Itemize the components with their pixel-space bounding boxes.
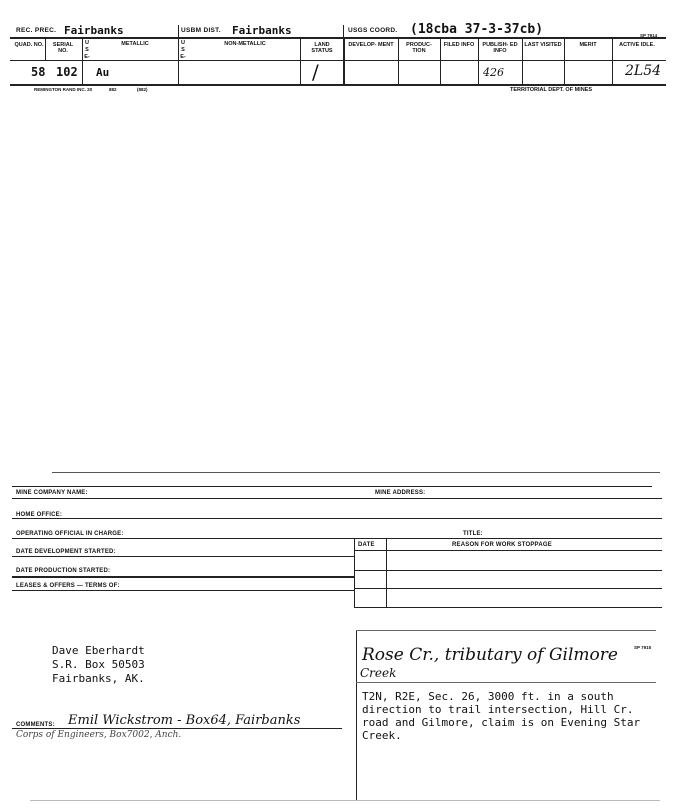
divider [52, 472, 660, 473]
divider [398, 38, 399, 85]
printer-code1: 882 [109, 87, 117, 92]
col-quad-no: QUAD. NO. [14, 42, 44, 48]
date-development-label: DATE DEVELOPMENT STARTED: [16, 549, 116, 555]
divider [45, 38, 46, 60]
mine-company-name-label: MINE COMPANY NAME: [16, 490, 88, 496]
department: TERRITORIAL DEPT. OF MINES [510, 87, 592, 93]
col-metallic: METALLIC [121, 41, 149, 47]
mine-address-label: MINE ADDRESS: [375, 490, 426, 496]
date-col-label: DATE [358, 542, 375, 548]
divider [564, 38, 565, 85]
divider [440, 38, 441, 85]
row-serial: 102 [56, 65, 78, 79]
divider [12, 486, 652, 487]
divider [82, 38, 83, 85]
location-typed-text: T2N, R2E, Sec. 26, 3000 ft. in a south direction to trail intersection, Hill Cr. road and Gilmore, claim is on Evening Star Creek. [362, 690, 641, 742]
col-development: DEVELOP- MENT [348, 42, 394, 48]
divider [354, 570, 662, 571]
col-use-metallic: U S E- [84, 40, 90, 60]
divider [522, 38, 523, 85]
divider [356, 682, 656, 683]
usbm-dist-label: USBM DIST. [181, 27, 221, 34]
divider [12, 576, 354, 578]
rec-prec-value: Fairbanks [64, 24, 124, 37]
divider [356, 630, 656, 631]
row-metallic: Au [96, 66, 110, 79]
header-top-rule [10, 37, 666, 39]
col-land-status: LAND STATUS [311, 42, 333, 54]
operating-official-label: OPERATING OFFICIAL IN CHARGE: [16, 531, 124, 537]
row-published-info: 426 [483, 66, 504, 79]
divider [354, 607, 662, 608]
printer-code2: (882) [137, 87, 148, 92]
comments-line2: Corps of Engineers, Box7002, Anch. [16, 730, 182, 740]
divider [30, 800, 660, 801]
row-active-idle: 2L54 [625, 63, 662, 79]
comments-line1: Emil Wickstrom - Box64, Fairbanks [68, 713, 301, 728]
divider [12, 518, 662, 519]
divider [354, 550, 662, 551]
col-non-metallic: NON-METALLIC [224, 41, 266, 47]
reason-stoppage-label: REASON FOR WORK STOPPAGE [452, 542, 552, 548]
col-published-info: PUBLISH- ED INFO [482, 42, 518, 54]
location-handwritten-2: Creek [360, 666, 397, 680]
divider [354, 588, 662, 589]
col-filed-info: FILED INFO [443, 42, 475, 48]
divider [12, 538, 662, 539]
col-serial-no: SERIAL NO. [52, 42, 74, 54]
usgs-coord-label: USGS COORD. [348, 27, 398, 34]
col-active-idle: ACTIVE IDLE. [619, 42, 655, 48]
divider [354, 538, 355, 608]
comments-label: COMMENTS: [16, 722, 55, 728]
divider [178, 25, 179, 85]
address-line2: S.R. Box 50503 [52, 658, 145, 671]
printer-mark: REMINGTON RAND INC. 20 [34, 87, 93, 92]
form-number: SP 7914 [640, 33, 658, 38]
divider [12, 590, 354, 591]
divider [356, 630, 357, 800]
divider [300, 38, 301, 85]
divider [344, 38, 345, 85]
title-label: TITLE: [463, 531, 483, 537]
divider [10, 60, 666, 61]
date-production-label: DATE PRODUCTION STARTED: [16, 568, 111, 574]
home-office-label: HOME OFFICE: [16, 512, 63, 518]
col-use-nonmetallic: U S E- [180, 40, 186, 60]
address-line1: Dave Eberhardt [52, 644, 145, 657]
divider [612, 38, 613, 85]
col-production: PRODUC- TION [406, 42, 432, 54]
rec-prec-label: REC. PREC. [16, 27, 57, 34]
row-land-status: / [312, 60, 319, 84]
leases-offers-label: LEASES & OFFERS — TERMS OF: [16, 583, 120, 589]
col-merit: MERIT [579, 42, 597, 48]
location-form-number: SP 7915 [634, 645, 652, 650]
address-block [52, 644, 145, 686]
usgs-coord-value: (18cba 37-3-37cb) [410, 22, 544, 37]
usbm-dist-value: Fairbanks [232, 24, 292, 37]
divider [12, 556, 354, 557]
divider [478, 38, 479, 85]
address-line3: Fairbanks, AK. [52, 672, 145, 685]
row-quad: 58 [31, 65, 46, 79]
divider [12, 498, 662, 499]
divider [12, 728, 342, 729]
location-handwritten-1: Rose Cr., tributary of Gilmore [362, 645, 618, 665]
divider [386, 538, 387, 608]
header-bottom-rule [10, 84, 666, 86]
col-last-visited: LAST VISITED [524, 42, 562, 48]
